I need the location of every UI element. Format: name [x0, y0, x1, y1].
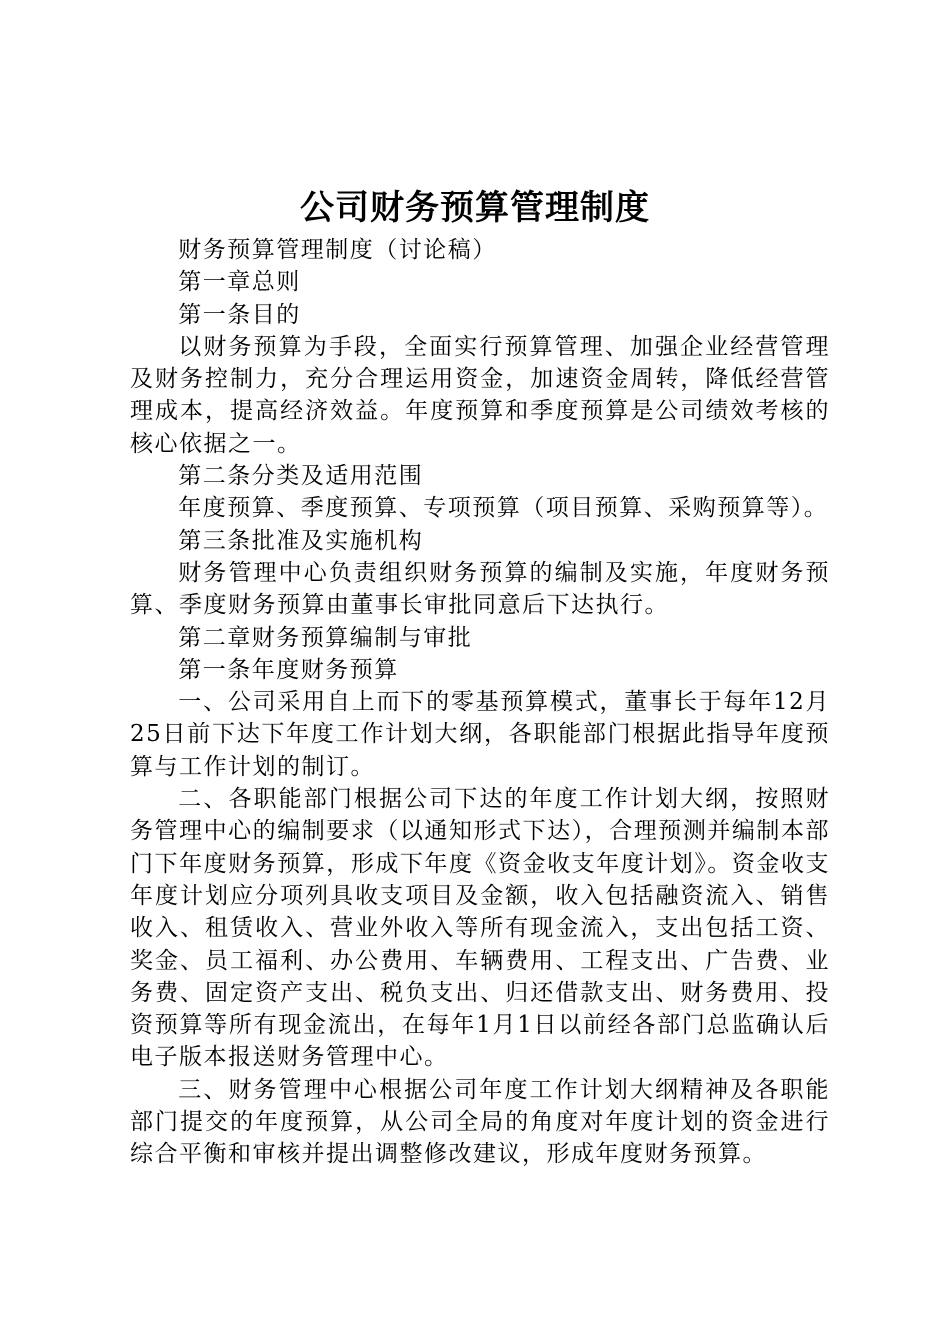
chapter-2-heading: 第二章财务预算编制与审批	[178, 624, 473, 651]
clause-1-text: 一、公司采用自上而下的零基预算模式，董事长于每年12月25日前下达下年度工作计划大纲，各职能部门根据此指导年度预算与工作计划的制订。	[130, 689, 830, 780]
article-1-heading: 第一条目的	[178, 301, 301, 328]
article-2-text: 年度预算、季度预算、专项预算（项目预算、采购预算等）。	[178, 495, 829, 522]
paragraph-draft-title: 财务预算管理制度（讨论稿）	[178, 237, 497, 263]
article-3-heading: 第三条批准及实施机构	[178, 527, 424, 554]
clause-3-text: 三、财务管理中心根据公司年度工作计划大纲精神及各职能部门提交的年度预算，从公司全局的角度对年度计划的资金进行综合平衡和审核并提出调整修改建议，形成年度财务预算。	[130, 1076, 830, 1168]
article-2-heading: 第二条分类及适用范围	[178, 463, 424, 490]
document-body	[130, 234, 830, 1171]
document-title: 公司财务预算管理制度	[300, 188, 650, 228]
article-3-text: 财务管理中心负责组织财务预算的编制及实施，年度财务预算、季度财务预算由董事长审批同意后下达执行。	[130, 559, 830, 619]
clause-2-text: 二、各职能部门根据公司下达的年度工作计划大纲，按照财务管理中心的编制要求（以通知形式下达），合理预测并编制本部门下年度财务预算，形成下年度《资金收支年度计划》。资金收支年度计划应分项列具收支项目及金额，收入包括融资流入、销售收入、租赁收入、营业外收入等所有现金流入，支出包括工资、奖金、员工福利、办公费用、车辆费用、工程支出、广告费、业务费、固定资产支出、税负支出、归还借款支出、财务费用、投资预算等所有现金流出，在每年1月1日以前经各部门总监确认后电子版本报送财务管理中心。	[130, 786, 830, 1071]
chapter-2-article-1-heading: 第一条年度财务预算	[178, 656, 399, 683]
article-1-text: 以财务预算为手段，全面实行预算管理、加强企业经营管理及财务控制力，充分合理运用资金，加速资金周转，降低经营管理成本，提高经济效益。年度预算和季度预算是公司绩效考核的核心依据之一。	[130, 333, 830, 457]
chapter-1-heading: 第一章总则	[178, 269, 301, 296]
